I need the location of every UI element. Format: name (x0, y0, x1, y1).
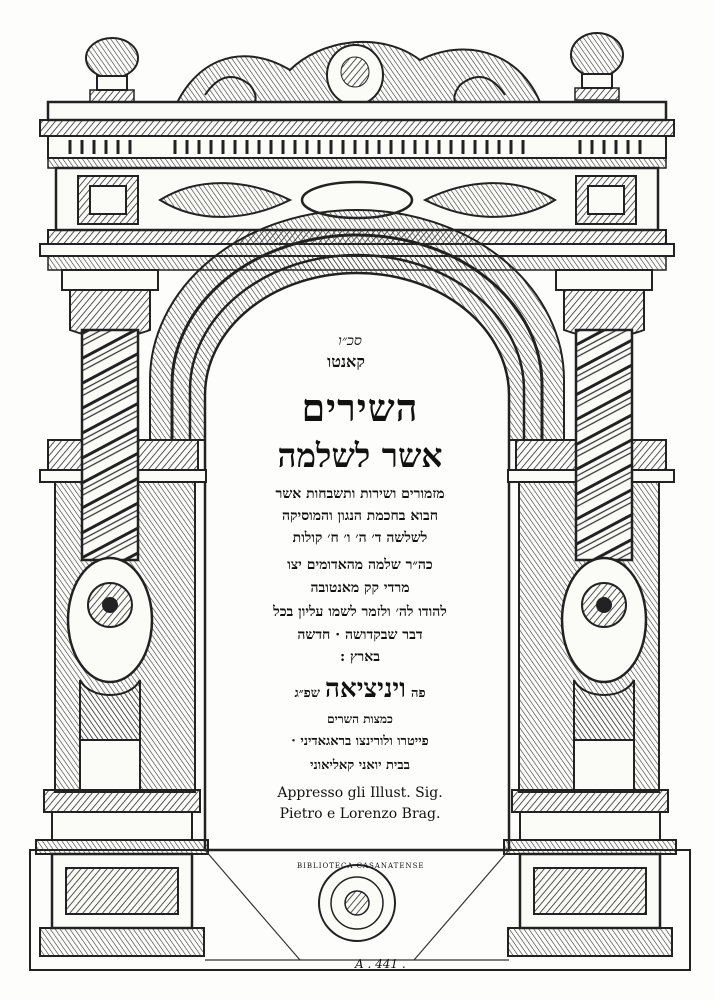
library-stamp (319, 865, 395, 941)
description-line-5: מרדי קק מאנטובה (310, 580, 410, 596)
description-line-3: לשלשה ד׳ ה׳ ו׳ ח׳ קולות (292, 530, 428, 546)
imprint-place: ויניציאה (325, 674, 406, 704)
imprint-year: שפ״ג (294, 686, 320, 701)
small-line-a: סכ״ו (338, 333, 362, 349)
right-urn (571, 33, 623, 100)
imprint-place-line (215, 674, 505, 704)
stamp-text: BIBLIOTECA CASANATENSE (297, 862, 425, 870)
description-line-6: להודו לה׳ ולזמר לשמו עליון בכל (273, 604, 447, 620)
printer-line-3: בבית יואני קאליאוני (310, 758, 410, 773)
printer-line-1: כמצות השרים (327, 712, 393, 726)
description-line-4: כה״ר שלמה מהאדומים יצו (287, 557, 433, 573)
left-urn (86, 38, 138, 102)
shelfmark: A . 441 . (355, 957, 406, 971)
title-line-2: אשר לשלמה (277, 436, 443, 475)
small-line-b: קאנטו (327, 352, 365, 371)
printer-line-2: פייטרו ולורינצו בראגאדיני · (291, 734, 429, 749)
description-line-2: חבוא בחכמת הנגון והמוסיקה (281, 508, 438, 524)
description-line-7: דבר שבקדושה · חדשה (297, 627, 423, 643)
place-prefix: פה (410, 686, 426, 701)
latin-imprint-line-1: Appresso gli Illust. Sig. (277, 785, 443, 801)
description-line-8: בארץ : (340, 649, 380, 665)
latin-imprint-line-2: Pietro e Lorenzo Brag. (279, 806, 441, 822)
title-line-1: השירים (301, 385, 419, 430)
description-line-1: מזמורים ושירות ותשבחות אשר (275, 486, 445, 502)
